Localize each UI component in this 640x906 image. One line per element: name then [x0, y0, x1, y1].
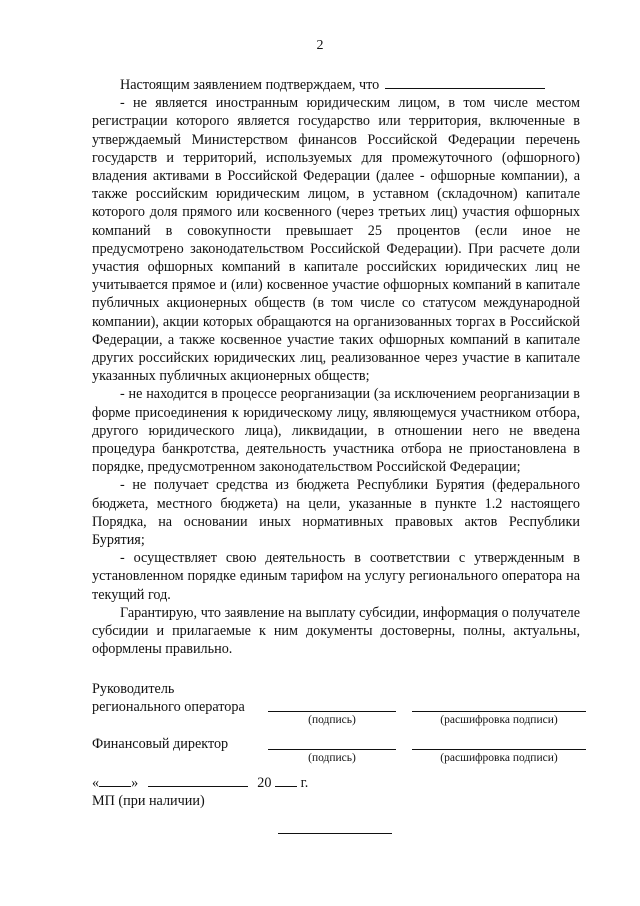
date-row: [92, 774, 308, 792]
statement-body: [92, 76, 580, 659]
finance-decode-line[interactable]: [412, 749, 586, 750]
stamp-label: МП (при наличии): [92, 793, 205, 809]
head-signature-line[interactable]: [268, 711, 396, 712]
finance-signature-caption: (подпись): [308, 752, 356, 764]
head-signature-caption: (подпись): [308, 714, 356, 726]
head-decode-caption: (расшифровка подписи): [440, 714, 558, 726]
date-day-blank[interactable]: [99, 774, 131, 787]
paragraph-guarantee: Гарантирую, что заявление на выплату субсидии, информация о получателе субсидии и прилагаемые к ним документы достоверны, полны, актуальны, оформлены правильно.: [92, 604, 580, 658]
head-label-line2: регионального оператора: [92, 699, 245, 715]
head-decode-line[interactable]: [412, 711, 586, 712]
date-year-prefix: 20: [257, 775, 272, 791]
finance-decode-caption: (расшифровка подписи): [440, 752, 558, 764]
date-month-blank[interactable]: [148, 774, 248, 787]
intro-text: Настоящим заявлением подтверждаем, что: [120, 77, 380, 93]
paragraph-tariff: - осуществляет свою деятельность в соответствии с утвержденным в установленном порядке единым тарифом на услугу регионального оператора на текущий год.: [92, 550, 580, 603]
intro-line: [92, 76, 580, 94]
paragraph-reorganization: - не находится в процессе реорганизации (за исключением реорганизации в форме присоединения к юридическому лицу, являющемуся участником отбора, другого юридического лица), ликвидации, в отношении него не введена процедура банкротства, деятельность участника отбора не приостановлена в порядке, предусмотренном законодательством Российской Федерации;: [92, 386, 580, 476]
paragraph-offshore: - не является иностранным юридическим лицом, в том числе местом регистрации которого является государство или территория, включенные в утверждаемый Министерством финансов Российской Федерации перечень государств и территорий, используемых для промежуточного (офшорного) владения активами в Российской Федерации (далее - офшорные компании), а также российским юридическим лицом, в уставном (складочном) капитале которого доля прямого или косвенного (через третьих лиц) участия офшорных компаний в совокупности превышает 25 процентов (если иное не предусмотрено законодательством Российской Федерации). При расчете доли участия офшорных компаний в капитале российских юридических лиц не учитывается прямое и (или) косвенное участие офшорных компаний в капитале публичных акционерных обществ (в том числе со статусом международной компании), акции которых обращаются на организованных торгах в Российской Федерации, а также косвенное участие таких офшорных компаний в капитале других российских юридических лиц, реализованное через участие в капитале указанных публичных акционерных обществ;: [92, 95, 580, 385]
finance-signature-line[interactable]: [268, 749, 396, 750]
date-open-quote: «: [92, 775, 100, 791]
date-year-suffix: г.: [300, 775, 309, 791]
paragraph-budget: - не получает средства из бюджета Республики Бурятия (федерального бюджета, местного бюджета) на цели, указанные в пункте 1.2 настоящего Порядка, на основании иных нормативных правовых актов Республики Бурятия;: [92, 477, 580, 549]
bottom-separator-line: [278, 833, 392, 834]
date-close-quote: »: [131, 775, 139, 791]
organization-blank[interactable]: [385, 76, 545, 89]
date-year-blank[interactable]: [275, 774, 297, 787]
finance-label: Финансовый директор: [92, 736, 229, 752]
head-label-line1: Руководитель: [92, 681, 175, 697]
page-number: 2: [316, 38, 324, 53]
